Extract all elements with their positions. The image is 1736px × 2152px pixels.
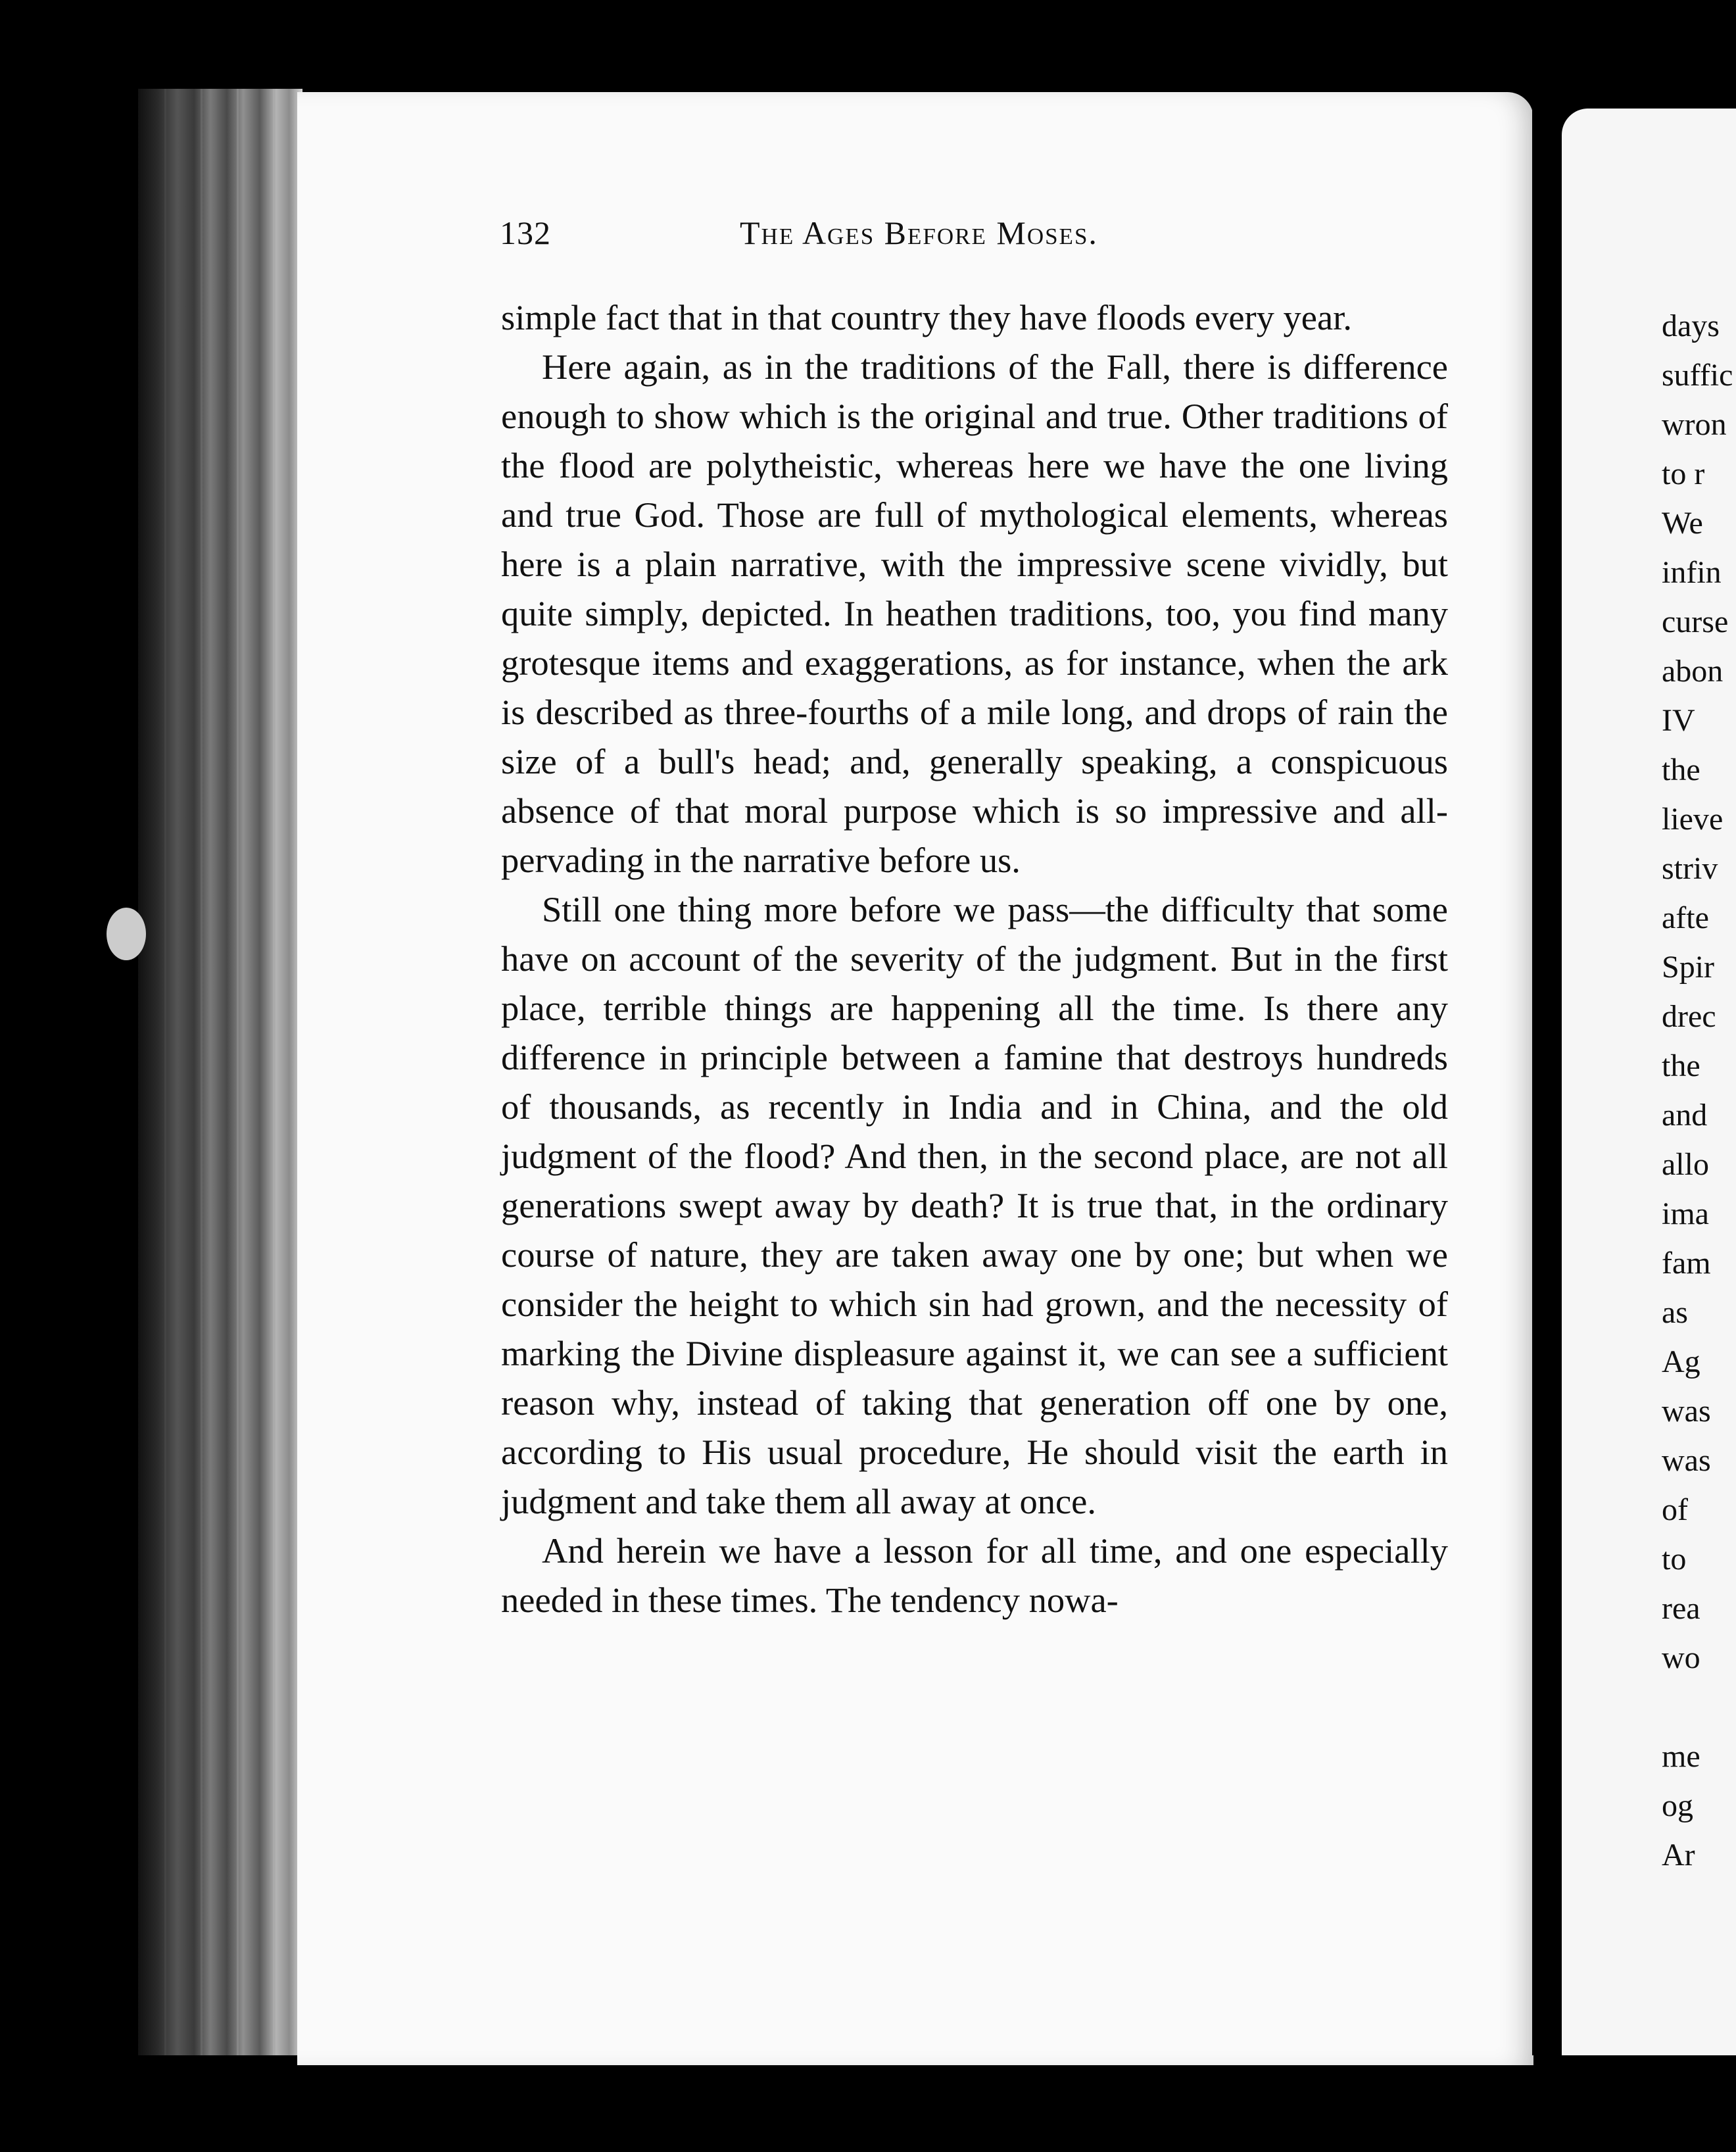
facing-page-fragment: We xyxy=(1662,506,1703,541)
spine-gap xyxy=(1532,109,1562,2055)
paragraph: And herein we have a lesson for all time, and one especially needed in these times. The tendency nowa- xyxy=(501,1530,1448,1620)
facing-page-fragment: afte xyxy=(1662,900,1709,935)
running-head: The Ages Before Moses. xyxy=(740,214,1098,251)
facing-page-fragment: as xyxy=(1662,1295,1688,1330)
facing-page-fragment: allo xyxy=(1662,1147,1709,1182)
facing-page-fragment: the xyxy=(1662,752,1700,787)
facing-page-fragment: days xyxy=(1662,308,1720,343)
facing-page-fragment: was xyxy=(1662,1443,1711,1478)
facing-page-fragment: Ag xyxy=(1662,1344,1700,1379)
facing-page-fragment: IV xyxy=(1662,703,1695,738)
facing-page-fragment: of xyxy=(1662,1492,1688,1527)
facing-page-fragment: wo xyxy=(1662,1640,1700,1675)
facing-page-fragment: striv xyxy=(1662,851,1718,886)
page-edges xyxy=(138,89,302,2055)
paragraph: Here again, as in the traditions of the Fall, there is difference enough to show which is the original and true. Other traditions of the flood are polytheistic, whereas here we have the one living and true God. Those are full of mythological elements, whereas here is a plain narrative, with the impressive scene vividly, but quite simply, depicted. In heathen traditions, too, you find many grotesque items and exaggerations, as for instance, when the ark is described as three-fourths of a mile long, and drops of rain the size of a bull's head; and, generally speaking, a conspicuous absence of that moral purpose which is so impressive and all-pervading in the narrative before us. xyxy=(501,347,1448,880)
facing-page-fragment: og xyxy=(1662,1788,1693,1823)
facing-page-fragment: drec xyxy=(1662,999,1716,1034)
facing-page-fragment: was xyxy=(1662,1394,1711,1429)
facing-page-text xyxy=(1662,301,1733,1880)
page-number: 132 xyxy=(500,214,551,251)
facing-page-fragment: me xyxy=(1662,1739,1700,1774)
facing-page-fragment: Ar xyxy=(1662,1838,1695,1872)
facing-page-fragment: rea xyxy=(1662,1591,1700,1626)
facing-page-fragment: the xyxy=(1662,1048,1700,1083)
facing-page xyxy=(1562,109,1736,2055)
facing-page-fragment: curse xyxy=(1662,604,1729,639)
paragraph: simple fact that in that country they have floods every year. xyxy=(501,297,1352,337)
smudge xyxy=(107,908,146,960)
page-header xyxy=(500,214,1453,253)
facing-page-fragment: suffic xyxy=(1662,358,1733,393)
facing-page-fragment: and xyxy=(1662,1098,1708,1133)
facing-page-fragment: abon xyxy=(1662,654,1724,689)
facing-page-fragment: lieve xyxy=(1662,802,1724,837)
paragraph: Still one thing more before we pass—the difficulty that some have on account of the severity of the judgment. But in the first place, terrible things are happening all the time. Is there any difference in principle between a famine that destroys hundreds of thousands, as recently in India and in China, and the old judgment of the flood? And then, in the second place, are not all generations swept away by death? It is true that, in the ordinary course of nature, they are taken away one by one; but when we consider the height to which sin had grown, and the necessity of marking the Divine displeasure against it, we can see a sufficient reason why, instead of taking that generation off one by one, according to His usual procedure, He should visit the earth in judgment and take them all away at once. xyxy=(501,889,1448,1521)
facing-page-fragment: Spir xyxy=(1662,950,1715,985)
facing-page-fragment: to xyxy=(1662,1542,1687,1577)
facing-page-fragment xyxy=(1662,1682,1733,1732)
facing-page-fragment: to r xyxy=(1662,456,1705,491)
facing-page-fragment: ima xyxy=(1662,1196,1709,1231)
facing-page-fragment: fam xyxy=(1662,1246,1711,1281)
body-text xyxy=(501,293,1448,1625)
facing-page-fragment: wron xyxy=(1662,407,1727,442)
facing-page-fragment: infin xyxy=(1662,555,1722,590)
